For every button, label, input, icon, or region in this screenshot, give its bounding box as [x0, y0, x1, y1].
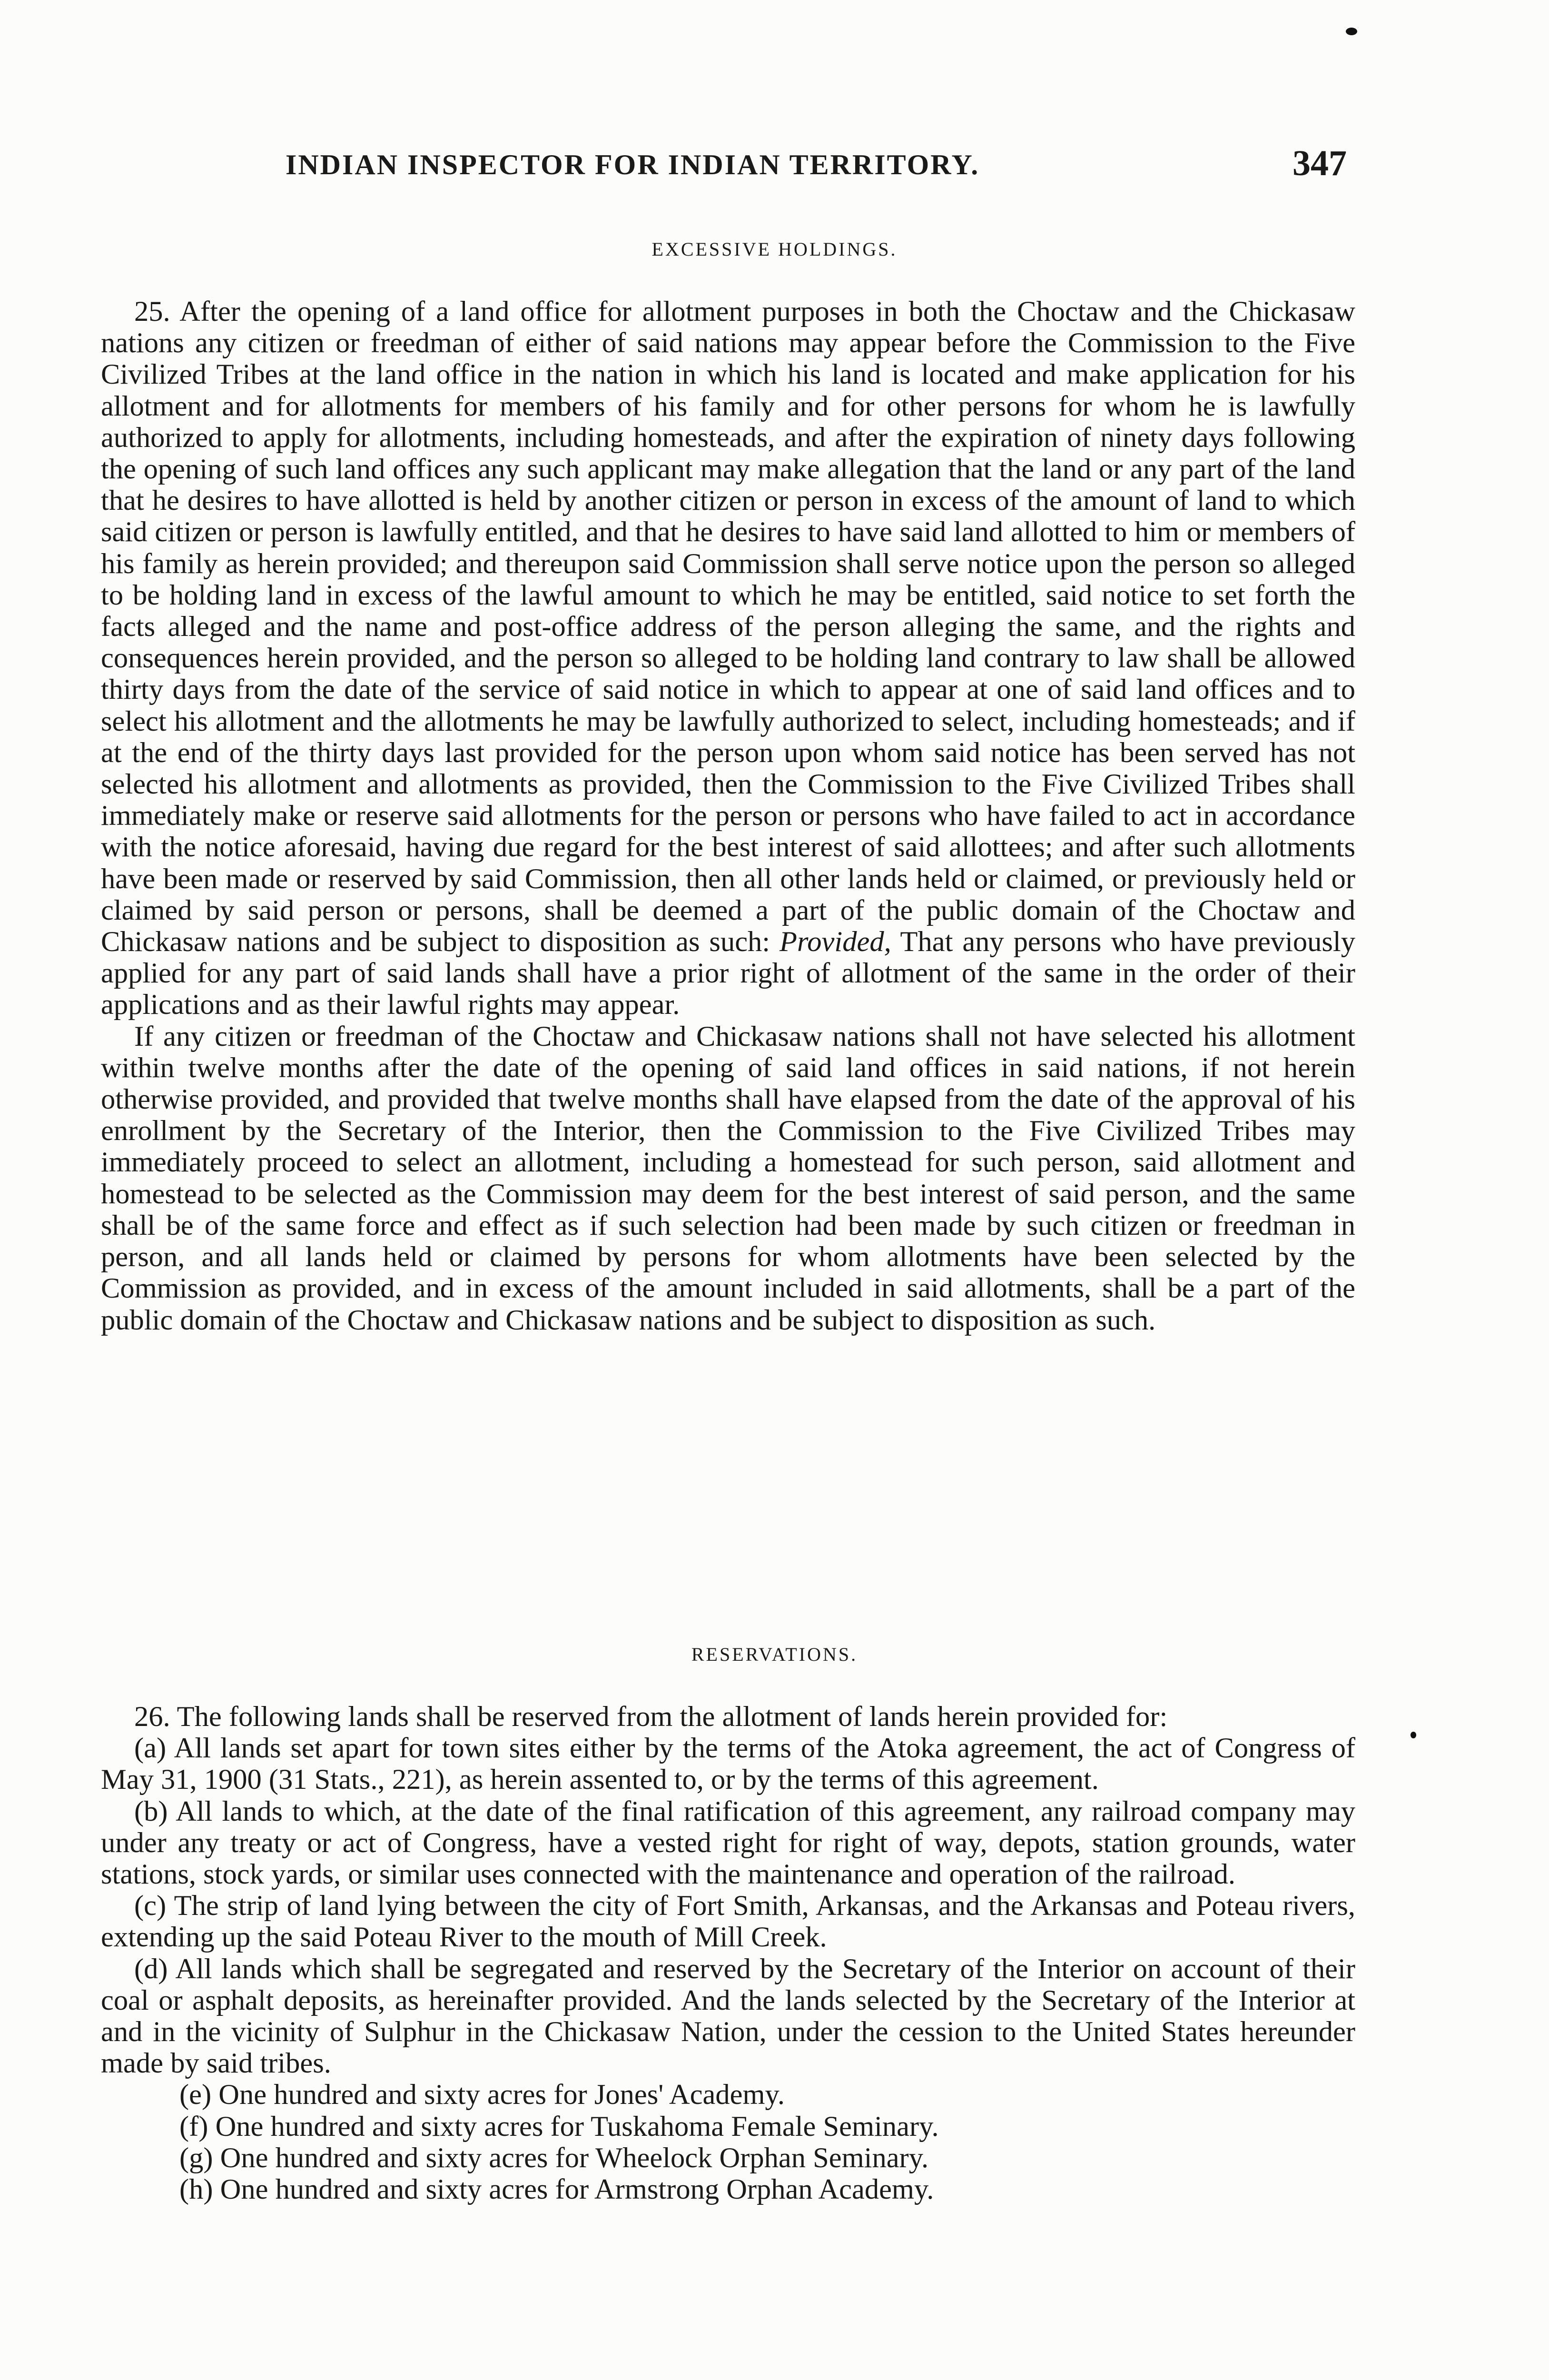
running-title: INDIAN INSPECTOR FOR INDIAN TERRITORY. — [286, 149, 980, 180]
paragraph-26: 26. The following lands shall be reserved from the allotment of lands herein provided for: — [134, 1701, 1168, 1733]
reservation-item-c: (c) The strip of land lying between the city of Fort Smith, Arkansas, and the Arkansas and Poteau rivers, extending up the said Poteau River to the mouth of Mill Creek. — [101, 1890, 1355, 1954]
excessive-holdings-section — [101, 296, 1355, 1336]
reservation-item-g: (g) One hundred and sixty acres for Wheelock Orphan Seminary. — [179, 2142, 929, 2174]
scan-speck — [1411, 1732, 1416, 1738]
reservation-item-f: (f) One hundred and sixty acres for Tuskahoma Female Seminary. — [179, 2110, 939, 2142]
proviso-text: That any persons who have previously applied for any part of said lands shall have a prior right of allotment of the same in the order of their applications and as their lawful rights may appear. — [101, 926, 1355, 1021]
reservation-item-b: (b) All lands to which, at the date of the final ratification of this agreement, any railroad company may under any treaty or act of Congress, have a vested right for right of way, depots, station grounds, water stations, stock yards, or similar uses connected with the maintenance and operation of the railroad. — [101, 1795, 1355, 1891]
paragraph-unselected-allotments: If any citizen or freedman of the Choctaw and Chickasaw nations shall not have selected his allotment within twelve months after the date of the opening of said land offices in said nations, if not herein otherwise provided, and provided that twelve months shall have elapsed from the date of the approval of his enrollment by the Secretary of the Interior, then the Commission to the Five Civilized Tribes may immediately proceed to select an allotment, including a homestead for such person, said allotment and homestead to be selected as the Commission may deem for the best interest of said person, and the same shall be of the same force and effect as if such selection had been made by such citizen or freedman in person, and all lands held or claimed by persons for whom allotments have been selected by the Commission as provided, and in excess of the amount included in said allotments, shall be a part of the public domain of the Choctaw and Chickasaw nations and be subject to disposition as such. — [101, 1020, 1355, 1336]
page-number: 347 — [1292, 143, 1347, 183]
reservations-section — [101, 1701, 1355, 2205]
paragraph-25-text: 25. After the opening of a land office for allotment purposes in both the Choctaw and the Chickasaw nations any citizen or freedman of either of said nations may appear before the Commission to the Five Civilized Tribes at the land office in the nation in which his land is located and make application for his allotment and for allotments for members of his family and for other persons for whom he is lawfully authorized to apply for allotments, including homesteads, and after the expiration of ninety days following the opening of such land offices any such applicant may make allegation that the land or any part of the land that he desires to have allotted is held by another citizen or person in excess of the amount of land to which said citizen or person is lawfully entitled, and that he desires to have said land allotted to him or members of his family as herein provided; and thereupon said Commission shall serve notice upon the person so alleged to be holding land in excess of the lawful amount to which he may be entitled, said notice to set forth the facts alleged and the name and post-office address of the person alleging the same, and the rights and consequences herein provided, and the person so alleged to be holding land contrary to law shall be allowed thirty days from the date of the service of said notice in which to appear at one of said land offices and to select his allotment and the allotments he may be lawfully authorized to select, including homesteads; and if at the end of the thirty days last provided for the person upon whom said notice has been served has not selected his allotment and allotments as provided, then the Commission to the Five Civilized Tribes shall immediately make or reserve said allotments for the person or persons who have failed to act in accordance with the notice aforesaid, having due regard for the best interest of said allottees; and after such allotments have been made or reserved by said Commission, then all other lands held or claimed, or previously held or claimed by said person or persons, shall be deemed a part of the public domain of the Choctaw and Chickasaw nations and be subject to disposition as such: — [101, 296, 1355, 958]
reservation-item-a: (a) All lands set apart for town sites either by the terms of the Atoka agreement, the act of Congress of May 31, 1900 (31 Stats., 221), as herein assented to, or by the terms of this agreement. — [101, 1732, 1355, 1796]
scan-speck — [1346, 28, 1357, 35]
proviso-word: Provided, — [779, 926, 891, 958]
reservation-item-d: (d) All lands which shall be segregated and reserved by the Secretary of the Interior on account of their coal or asphalt deposits, as hereinafter provided. And the lands selected by the Secretary of the Interior at and in the vicinity of Sulphur in the Chickasaw Nation, under the cession to the United States hereunder made by said tribes. — [101, 1953, 1355, 2080]
page-header — [286, 143, 1347, 195]
paragraph-25 — [101, 296, 1355, 1021]
reservation-item-e: (e) One hundred and sixty acres for Jones' Academy. — [179, 2079, 785, 2111]
section-heading-excessive-holdings: EXCESSIVE HOLDINGS. — [651, 238, 898, 260]
section-heading-reservations: RESERVATIONS. — [691, 1644, 858, 1665]
reservation-item-h: (h) One hundred and sixty acres for Armstrong Orphan Academy. — [179, 2173, 934, 2206]
